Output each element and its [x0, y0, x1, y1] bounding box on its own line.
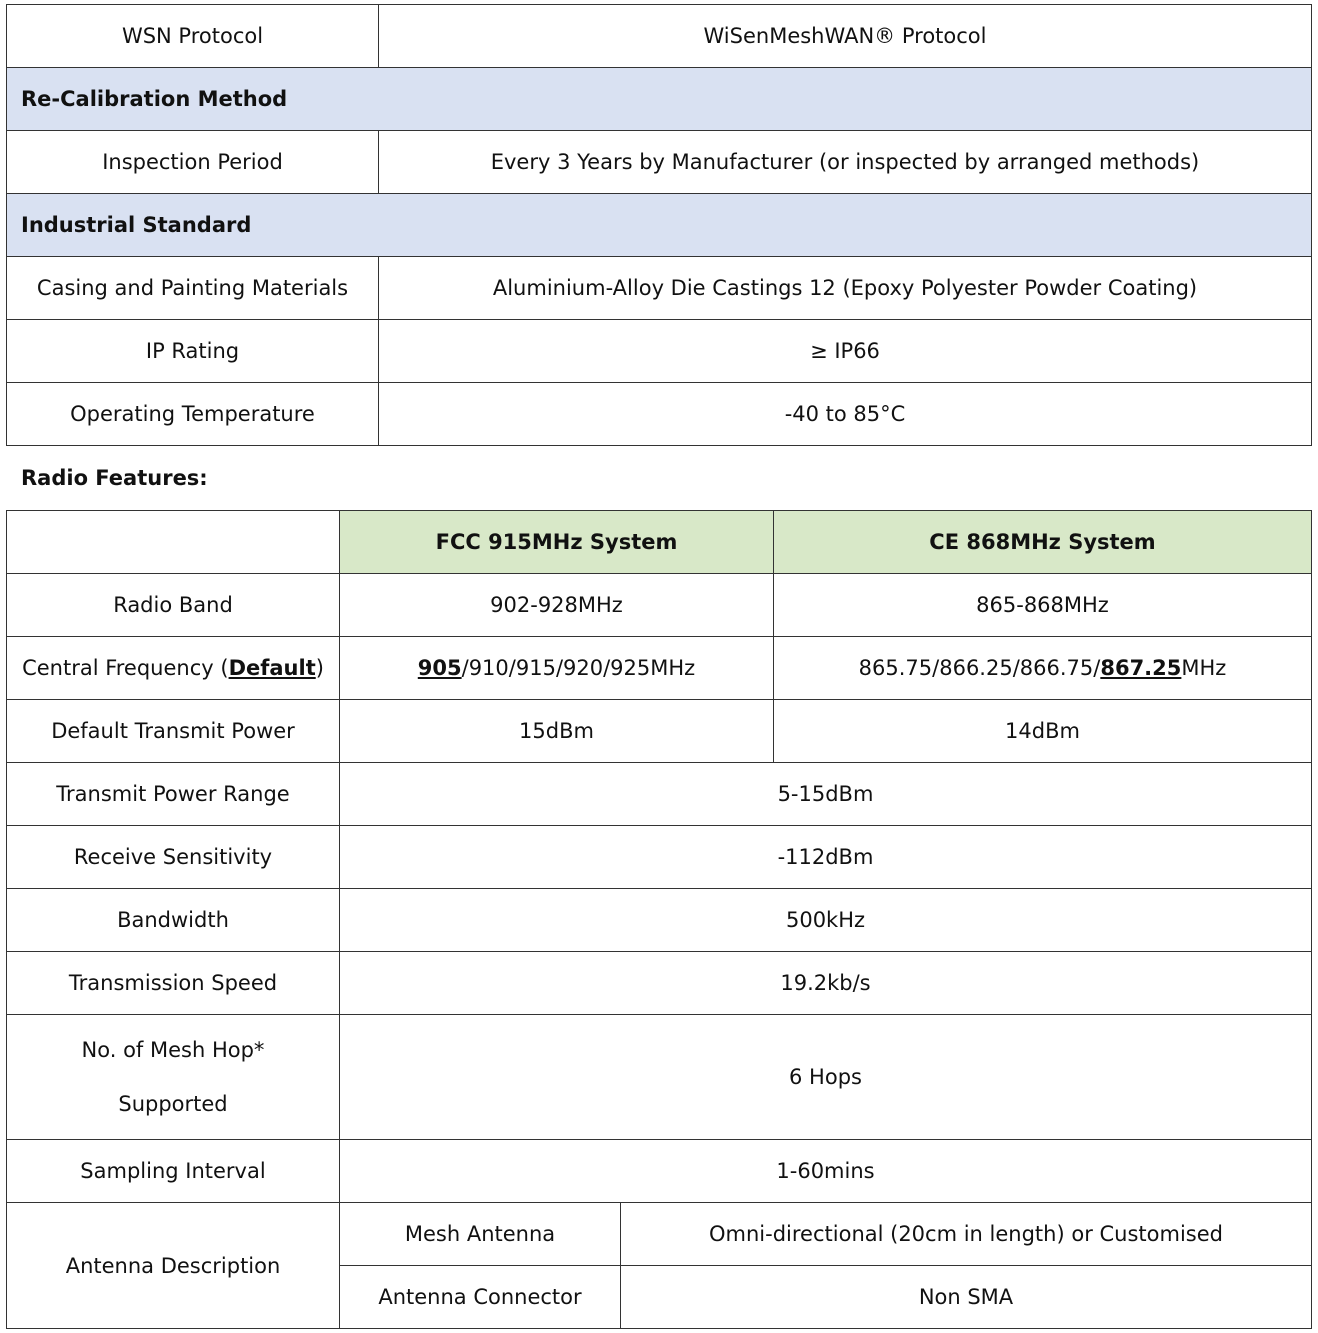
mesh-hop-label-line1: No. of Mesh Hop* [81, 1038, 265, 1062]
central-frequency-row [7, 637, 1312, 700]
transmit-power-row [7, 700, 1312, 763]
central-frequency-fcc [340, 637, 774, 700]
protocol-value: WiSenMeshWAN® Protocol [379, 5, 1312, 68]
radio-header-row [7, 511, 1312, 574]
mesh-hop-value: 6 Hops [340, 1015, 1312, 1140]
freq-label-suffix: ) [315, 656, 324, 680]
bandwidth-row [7, 889, 1312, 952]
mesh-hop-label-line2: Supported [118, 1092, 228, 1116]
central-frequency-ce [774, 637, 1312, 700]
mesh-hop-row [7, 1015, 1312, 1140]
ip-value: ≥ IP66 [379, 320, 1312, 383]
radio-band-row [7, 574, 1312, 637]
mesh-antenna-label: Mesh Antenna [340, 1203, 621, 1266]
industrial-section-header: Industrial Standard [7, 194, 1312, 257]
freq-ce-prefix: 865.75/866.25/866.75/ [858, 656, 1101, 680]
antenna-connector-label: Antenna Connector [340, 1266, 621, 1329]
ce-system-header: CE 868MHz System [774, 511, 1312, 574]
casing-row [7, 257, 1312, 320]
bandwidth-value: 500kHz [340, 889, 1312, 952]
radio-band-fcc: 902-928MHz [340, 574, 774, 637]
sensitivity-value: -112dBm [340, 826, 1312, 889]
transmit-power-label: Default Transmit Power [7, 700, 340, 763]
protocol-label: WSN Protocol [7, 5, 379, 68]
radio-features-title: Radio Features: [21, 466, 208, 490]
speed-value: 19.2kb/s [340, 952, 1312, 1015]
sensitivity-row [7, 826, 1312, 889]
speed-row [7, 952, 1312, 1015]
radio-band-label: Radio Band [7, 574, 340, 637]
freq-fcc-rest: /910/915/920/925MHz [461, 656, 696, 680]
protocol-row [7, 5, 1312, 68]
sampling-label: Sampling Interval [7, 1140, 340, 1203]
mesh-hop-label [7, 1015, 340, 1140]
recalibration-section-header: Re-Calibration Method [7, 68, 1312, 131]
antenna-connector-value: Non SMA [621, 1266, 1312, 1329]
antenna-description-label: Antenna Description [7, 1203, 340, 1329]
transmit-power-ce: 14dBm [774, 700, 1312, 763]
temperature-value: -40 to 85°C [379, 383, 1312, 446]
radio-header-empty-cell [7, 511, 340, 574]
radio-features-table [6, 510, 1312, 1329]
temperature-row [7, 383, 1312, 446]
ip-label: IP Rating [7, 320, 379, 383]
sensitivity-label: Receive Sensitivity [7, 826, 340, 889]
freq-ce-suffix: MHz [1181, 656, 1227, 680]
inspection-row [7, 131, 1312, 194]
fcc-system-header: FCC 915MHz System [340, 511, 774, 574]
sampling-value: 1-60mins [340, 1140, 1312, 1203]
ip-row [7, 320, 1312, 383]
power-range-label: Transmit Power Range [7, 763, 340, 826]
casing-value: Aluminium-Alloy Die Castings 12 (Epoxy Polyester Powder Coating) [379, 257, 1312, 320]
freq-label-prefix: Central Frequency ( [22, 656, 229, 680]
inspection-label: Inspection Period [7, 131, 379, 194]
recalibration-section-row [7, 68, 1312, 131]
power-range-value: 5-15dBm [340, 763, 1312, 826]
temperature-label: Operating Temperature [7, 383, 379, 446]
mesh-antenna-row [7, 1203, 1312, 1266]
bandwidth-label: Bandwidth [7, 889, 340, 952]
sampling-row [7, 1140, 1312, 1203]
power-range-row [7, 763, 1312, 826]
inspection-value: Every 3 Years by Manufacturer (or inspected by arranged methods) [379, 131, 1312, 194]
freq-label-default: Default [228, 656, 316, 680]
freq-fcc-default: 905 [417, 656, 462, 680]
mesh-antenna-value: Omni-directional (20cm in length) or Customised [621, 1203, 1312, 1266]
industrial-section-row [7, 194, 1312, 257]
spec-table [6, 4, 1312, 446]
casing-label: Casing and Painting Materials [7, 257, 379, 320]
transmit-power-fcc: 15dBm [340, 700, 774, 763]
central-frequency-label [7, 637, 340, 700]
speed-label: Transmission Speed [7, 952, 340, 1015]
radio-band-ce: 865-868MHz [774, 574, 1312, 637]
freq-ce-default: 867.25 [1100, 656, 1182, 680]
